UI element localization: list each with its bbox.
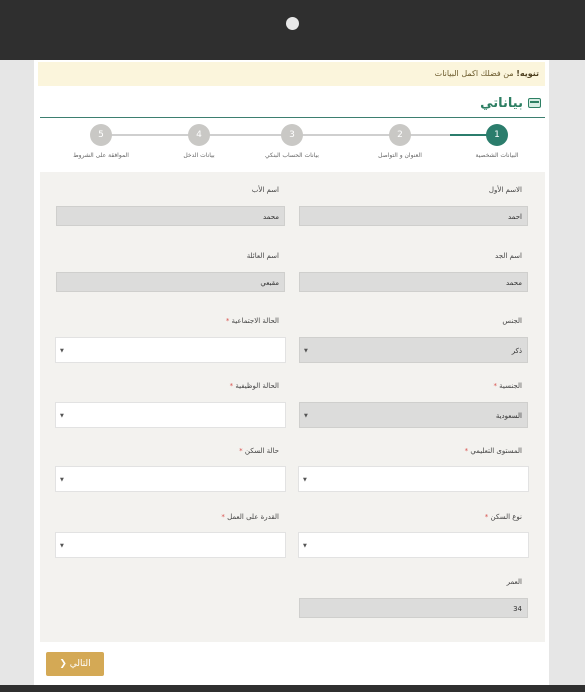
page-title-row	[480, 94, 541, 112]
next-button[interactable]	[46, 652, 104, 676]
required-mark: *	[493, 382, 497, 390]
required-mark: *	[225, 317, 230, 325]
chevron-down-icon: ▼	[304, 348, 308, 354]
father-name-field[interactable]: محمد	[56, 206, 285, 226]
age-label: العمر	[506, 578, 522, 586]
chevron-down-icon: ▼	[60, 477, 64, 483]
housing-status-label-text: حالة السكن	[244, 447, 279, 455]
required-mark: *	[229, 382, 234, 390]
chevron-down-icon: ▼	[304, 413, 308, 419]
employment-status-label-text: الحالة الوظيفية	[235, 382, 279, 390]
step-1-circle[interactable]: 1	[486, 124, 508, 146]
gender-label: الجنس	[502, 317, 522, 325]
step-5-circle[interactable]: 5	[90, 124, 112, 146]
title-divider	[40, 117, 545, 118]
family-name-field[interactable]: مقبعي	[56, 272, 285, 292]
nationality-label-text: الجنسية	[499, 382, 522, 390]
education-level-label	[465, 447, 522, 455]
step-4-label: بيانات الدخل	[183, 152, 215, 159]
nationality-select[interactable]	[299, 402, 528, 428]
id-card-icon	[528, 98, 541, 108]
education-level-label-text: المستوى التعليمي	[470, 447, 522, 455]
father-name-label: اسم الأب	[251, 186, 279, 194]
page-title: بياناتي	[480, 95, 523, 111]
housing-type-label-text: نوع السكن	[490, 513, 522, 521]
employment-status-select[interactable]	[55, 402, 286, 428]
step-5-label: الموافقة على الشروط	[73, 152, 129, 159]
gender-select[interactable]	[299, 337, 528, 363]
work-ability-select[interactable]	[55, 532, 286, 558]
work-ability-label-text: القدرة على العمل	[227, 513, 279, 521]
first-name-field[interactable]: احمد	[299, 206, 528, 226]
next-button-label: التالي	[69, 659, 91, 669]
step-4-circle[interactable]: 4	[188, 124, 210, 146]
step-1-label: البيانات الشخصية	[475, 152, 519, 159]
notice-bold: تنويه!	[516, 69, 539, 78]
chevron-down-icon: ▼	[60, 543, 64, 549]
chevron-left-icon: ❮	[59, 659, 67, 669]
chevron-down-icon: ▼	[303, 477, 307, 483]
step-2-label: العنوان و التواصل	[378, 152, 422, 159]
employment-status-label	[230, 382, 279, 390]
required-mark: *	[239, 447, 243, 455]
marital-status-label-text: الحالة الاجتماعية	[231, 317, 279, 325]
age-field[interactable]: 34	[299, 598, 528, 618]
required-mark: *	[221, 513, 225, 521]
notice-text: من فضلك اكمل البيانات	[434, 69, 517, 78]
work-ability-label	[221, 513, 279, 521]
required-mark: *	[464, 447, 469, 455]
bottom-bar	[0, 685, 585, 692]
nationality-label	[493, 382, 522, 390]
first-name-label: الاسم الأول	[488, 186, 522, 194]
notice-banner	[38, 62, 545, 86]
chevron-down-icon: ▼	[60, 348, 64, 354]
nationality-value: السعودية	[495, 412, 522, 420]
family-name-label: اسم العائلة	[246, 252, 279, 260]
gender-value: ذكر	[511, 347, 522, 355]
chevron-down-icon: ▼	[303, 543, 307, 549]
step-3-label: بيانات الحساب البنكي	[265, 152, 319, 159]
education-level-select[interactable]	[298, 466, 529, 492]
marital-status-label	[226, 317, 279, 325]
browser-top-bar	[0, 0, 585, 60]
camera-dot-icon	[286, 17, 299, 30]
step-3-circle[interactable]: 3	[281, 124, 303, 146]
marital-status-select[interactable]	[55, 337, 286, 363]
grandfather-name-label: اسم الجد	[495, 252, 522, 260]
housing-type-label	[485, 513, 522, 521]
stepper-progress	[450, 134, 488, 136]
grandfather-name-field[interactable]: محمد	[299, 272, 528, 292]
housing-status-select[interactable]	[55, 466, 286, 492]
chevron-down-icon: ▼	[60, 413, 64, 419]
housing-status-label	[239, 447, 279, 455]
step-2-circle[interactable]: 2	[389, 124, 411, 146]
housing-type-select[interactable]	[298, 532, 529, 558]
required-mark: *	[484, 513, 489, 521]
